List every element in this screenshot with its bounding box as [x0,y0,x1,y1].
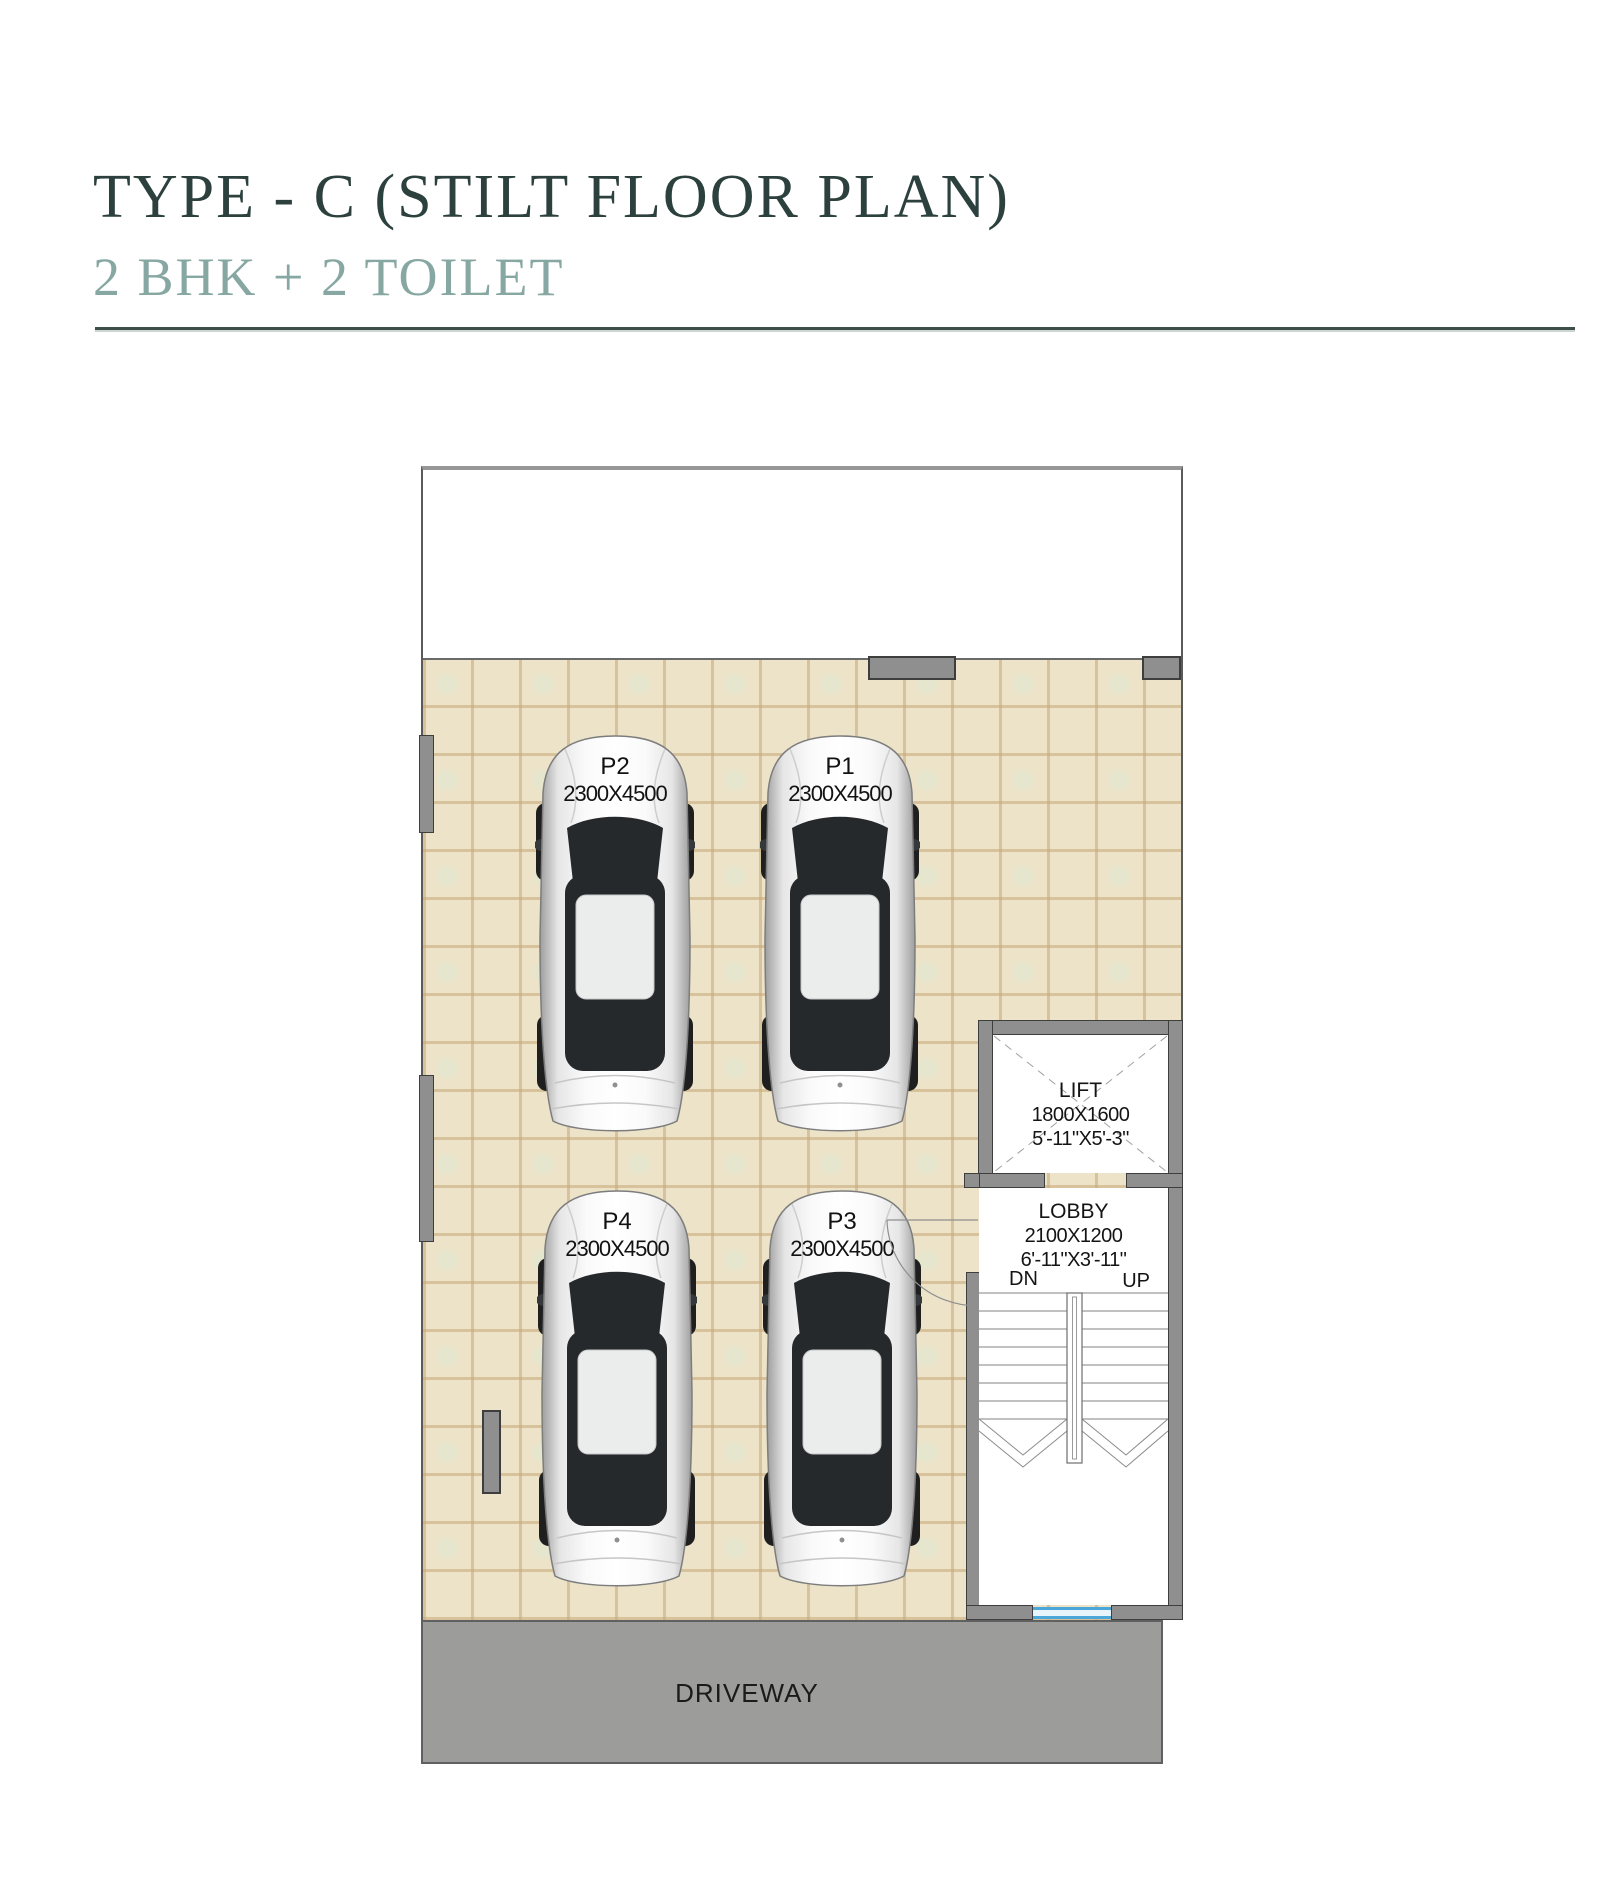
lift-room [993,1035,1168,1173]
lobby-label [979,1188,1168,1272]
wall-beam-center [868,656,956,680]
spot-size: 2300X4500 [563,781,667,806]
lobby-size-mm: 2100X1200 [1024,1225,1123,1247]
block-wall-bottom-right [1111,1605,1183,1620]
door-swing-arc [885,1218,980,1310]
stairs-up-label: UP [1122,1270,1150,1292]
parking-spot-label [760,753,920,807]
column-pillar [482,1410,501,1494]
title-divider [95,327,1575,332]
lobby-size-ft: 6'-11"X3'-11" [1020,1249,1127,1271]
parking-spot-label [537,1208,697,1262]
parking-spot-p2 [535,733,695,1138]
lift-wall-bottom-right [1126,1173,1183,1188]
left-wall-segment-upper [419,735,434,833]
block-wall-bottom-left [966,1605,1033,1620]
lift-size-ft: 5'-11"X5'-3" [1032,1128,1129,1150]
lift-label [993,1035,1168,1173]
staircase [979,1292,1168,1472]
stair-rail [1067,1293,1082,1463]
spot-id: P3 [827,1208,857,1235]
parking-spot-p1 [760,733,920,1138]
lift-name: LIFT [1058,1079,1103,1102]
block-wall-right [1168,1020,1183,1620]
lift-wall-left [978,1020,993,1188]
spot-id: P2 [600,753,630,780]
lift-wall-top [978,1020,1183,1035]
spot-id: P1 [825,753,855,780]
lobby-area [979,1188,1168,1605]
entrance-threshold [1033,1607,1111,1619]
page-title: TYPE - C (STILT FLOOR PLAN) [93,163,1010,231]
left-wall-segment-lower [419,1075,434,1242]
spot-size: 2300X4500 [565,1236,669,1261]
spot-id: P4 [602,1208,632,1235]
parking-spot-label [535,753,695,807]
driveway-label: DRIVEWAY [675,1678,819,1708]
spot-size: 2300X4500 [790,1236,894,1261]
lobby-wall-stub [964,1173,980,1188]
lift-wall-bottom-left [978,1173,1045,1188]
lobby-wall-left [966,1272,980,1620]
stairs-down-label: DN [1009,1268,1038,1290]
driveway [421,1620,1163,1764]
lift-size-mm: 1800X1600 [1031,1104,1130,1126]
wall-beam-right [1142,656,1181,680]
page-subtitle: 2 BHK + 2 TOILET [93,247,565,307]
spot-size: 2300X4500 [788,781,892,806]
parking-spot-p4 [537,1188,697,1593]
lobby-name: LOBBY [1038,1200,1109,1223]
